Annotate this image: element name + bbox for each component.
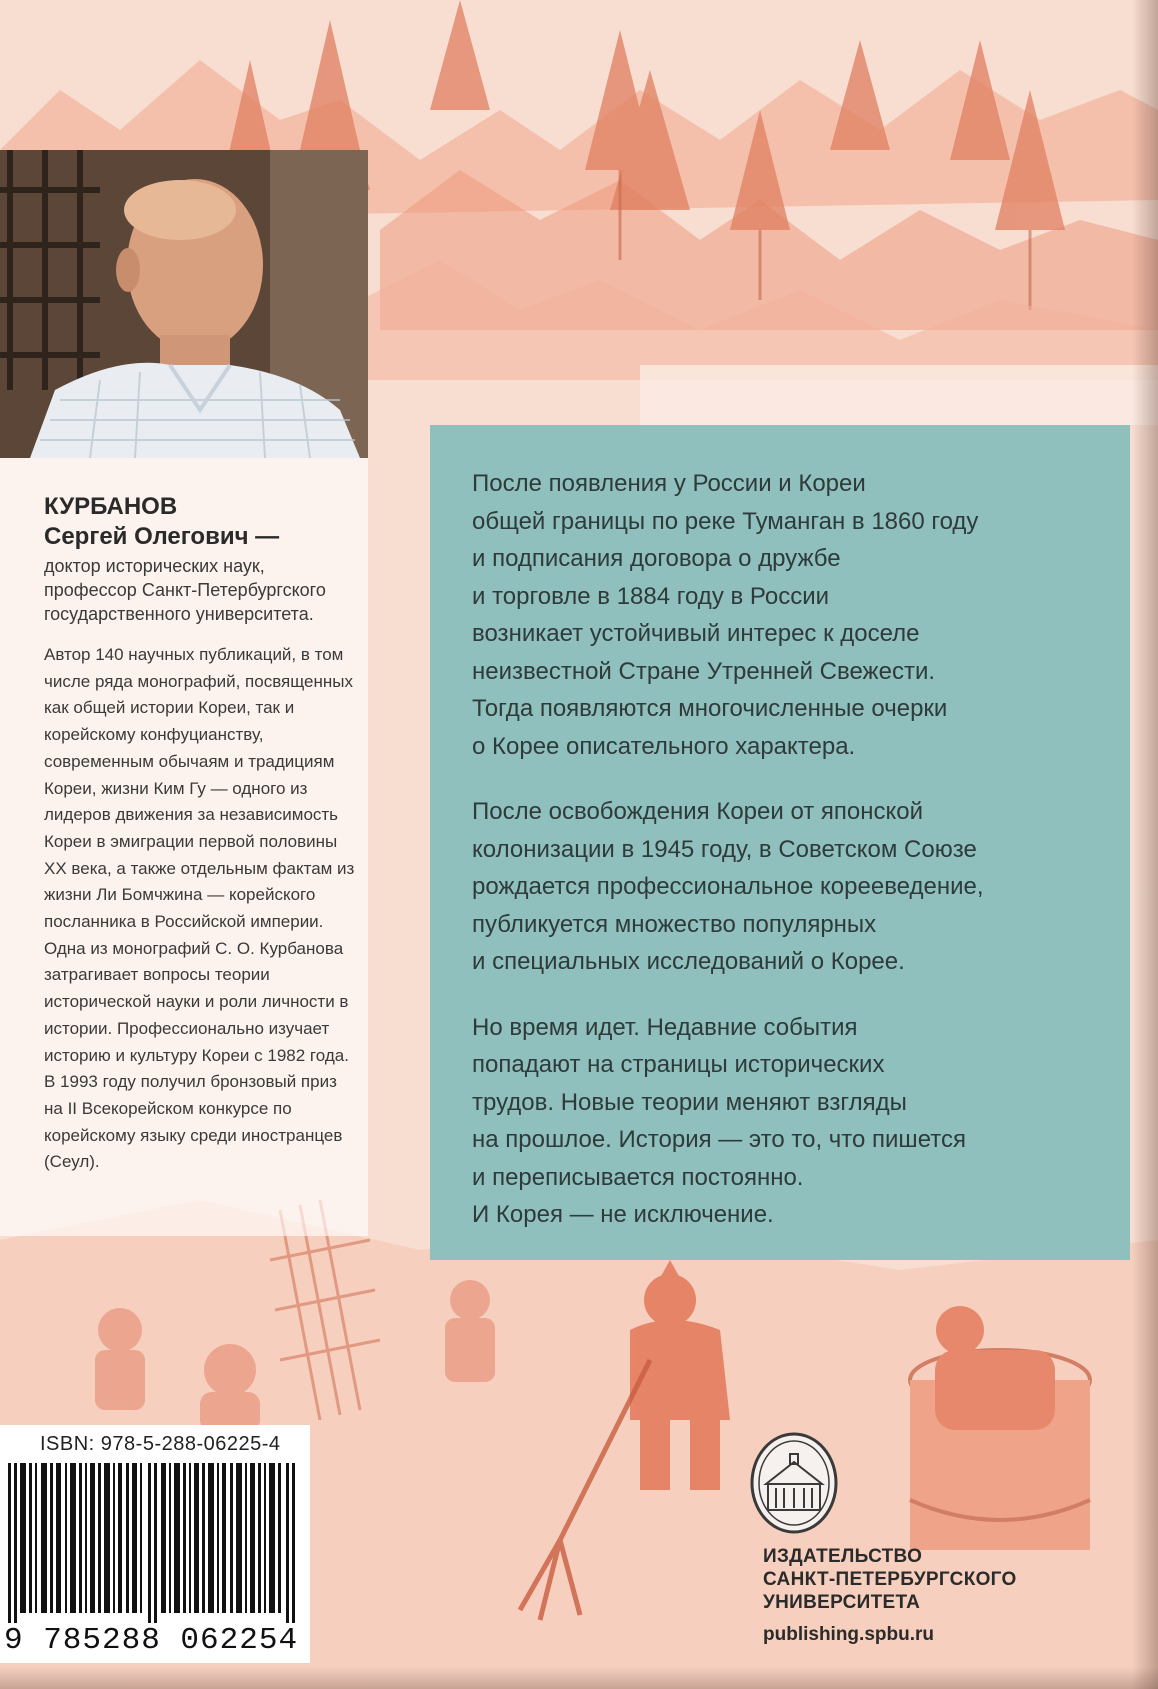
cover-bottom-shadow: [0, 1667, 1158, 1689]
barcode-digits: 9 785288 062254: [4, 1623, 299, 1658]
author-credentials: доктор исторических наук, профессор Санкт-Петербургского государственного университета.: [44, 556, 326, 624]
barcode-image: [8, 1463, 302, 1623]
book-blurb-content: [472, 465, 1112, 1262]
isbn-barcode-block: [0, 1425, 310, 1663]
publisher-name: ИЗДАТЕЛЬСТВО САНКТ-ПЕТЕРБУРГСКОГО УНИВЕРСИТЕТА: [763, 1546, 1017, 1613]
university-seal-icon: [750, 1432, 838, 1534]
blurb-paragraph-2: После освобождения Кореи от японской колонизации в 1945 году, в Советском Союзе рождается профессиональное корееведение, публикуется множество популярных и специальных исследований о Корее.: [472, 798, 984, 975]
cover-edge-shadow: [1132, 0, 1158, 1689]
author-photo: [0, 150, 368, 458]
author-bio-content: [44, 492, 359, 1176]
author-bio-panel: [0, 458, 368, 1236]
publisher-url: publishing.spbu.ru: [763, 1624, 934, 1645]
book-blurb-panel: [430, 425, 1130, 1260]
blurb-paragraph-1: После появления у России и Кореи общей границы по реке Туманган в 1860 году и подписания договора о дружбе и торговле в 1884 году в России возникает устойчивый интерес к доселе неизвестной Стране Утренней Свежести. Тогда появляются многочисленные очерки о Корее описательного характера.: [472, 470, 979, 760]
publisher-block: [763, 1545, 1093, 1646]
blurb-paragraph-3: Но время идет. Недавние события попадают на страницы исторических трудов. Новые теории меняют взгляды на прошлое. История — это то, что пишется и переписывается постоянно. И Корея — не исключение.: [472, 1013, 966, 1228]
isbn-label: ISBN: 978-5-288-06225-4: [40, 1433, 281, 1455]
author-surname: КУРБАНОВ: [44, 493, 178, 520]
author-biography: Автор 140 научных публикаций, в том числе ряда монографий, посвященных как общей истории Кореи, так и корейскому конфуцианству, современным обычаям и традициям Кореи, жизни Ким Гу — одного из лидеров движения за независимость Кореи в эмиграции первой половины XX века, а также отдельным фактам из жизни Ли Бомчжина — корейского посланника в Российской империи. Одна из монографий С. О. Курбанова затрагивает вопросы теории исторической науки и роли личности в истории. Профессионально изучает историю и культуру Кореи с 1982 года. В 1993 году получил бронзовый приз на II Всекорейском конкурсе по корейскому языку среди иностранцев (Сеул).: [44, 645, 355, 1172]
author-given-names: Сергей Олегович —: [44, 523, 280, 550]
author-portrait-image: [0, 150, 368, 458]
